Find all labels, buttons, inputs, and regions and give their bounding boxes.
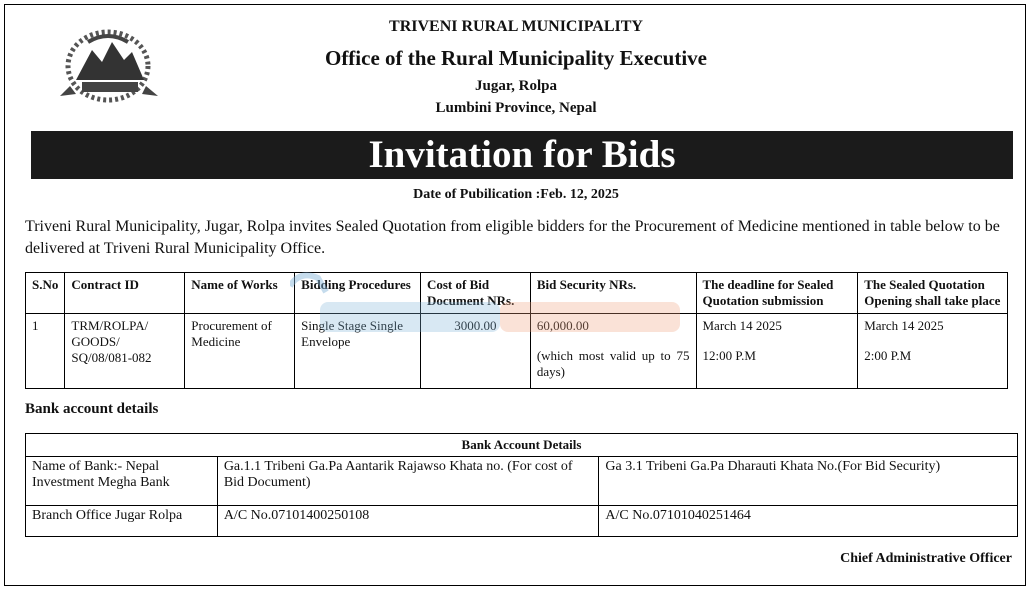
deadline-time: 12:00 P.M [702,348,756,363]
col-header-contract-id: Contract ID [65,273,185,314]
title-banner: Invitation for Bids [31,131,1013,179]
cell-procedure: Single Stage Single Envelope [295,314,421,389]
office-name: Office of the Rural Municipality Executive [324,46,708,70]
col-header-sno: S.No [26,273,65,314]
col-header-deadline: The deadline for Sealed Quotation submission [696,273,858,314]
signature: Chief Administrative Officer [840,551,1012,566]
opening-time: 2:00 P.M [864,348,912,363]
col-header-opening: The Sealed Quotation Opening shall take place [858,273,1008,314]
cell-deadline [696,314,858,389]
cell-contract-id: TRM/ROLPA/ GOODS/ SQ/08/081-082 [65,314,185,389]
cell-sno: 1 [26,314,65,389]
col-header-security: Bid Security NRs. [530,273,696,314]
security-amount: 60,000.00 [536,318,589,333]
opening-date: March 14 2025 [864,318,944,333]
intro-paragraph: Triveni Rural Municipality, Jugar, Rolpa invites Sealed Quotation from eligible bidders for the Procurement of Medicine mentioned in table below to be delivered at Triveni Rural Municipality Office. [25,218,1000,257]
deadline-date: March 14 2025 [702,318,782,333]
bank-table-title: Bank Account Details [26,434,1018,457]
bank-table [25,433,1018,537]
bank-name: Name of Bank:- Nepal Investment Megha Bank [26,457,218,506]
cell-work: Procurement of Medicine [185,314,295,389]
publication-date: Date of Pubilication :Feb. 12, 2025 [413,187,619,202]
branch-office: Branch Office Jugar Rolpa [26,506,218,537]
bank-section-title: Bank account details [25,401,159,417]
col-header-works: Name of Works [185,273,295,314]
bid-table [25,272,1008,389]
col-header-procedure: Bidding Procedures [295,273,421,314]
table-row [26,314,1008,389]
cell-security [530,314,696,389]
municipality-name: TRIVENI RURAL MUNICIPALITY [389,18,643,35]
account2-name: Ga 3.1 Tribeni Ga.Pa Dharauti Khata No.(For Bid Security) [599,457,1018,506]
col-header-cost: Cost of Bid Document NRs. [420,273,530,314]
province: Lumbini Province, Nepal [435,100,597,116]
table-header-row [26,273,1008,314]
account2-number: A/C No.07101040251464 [599,506,1018,537]
cell-opening [858,314,1008,389]
office-location: Jugar, Rolpa [475,78,557,94]
cell-cost: 3000.00 [420,314,530,389]
security-note: (which most valid up to 75 days) [536,348,690,379]
account1-number: A/C No.07101400250108 [217,506,599,537]
account1-name: Ga.1.1 Tribeni Ga.Pa Aantarik Rajawso Khata no. (For cost of Bid Document) [217,457,599,506]
